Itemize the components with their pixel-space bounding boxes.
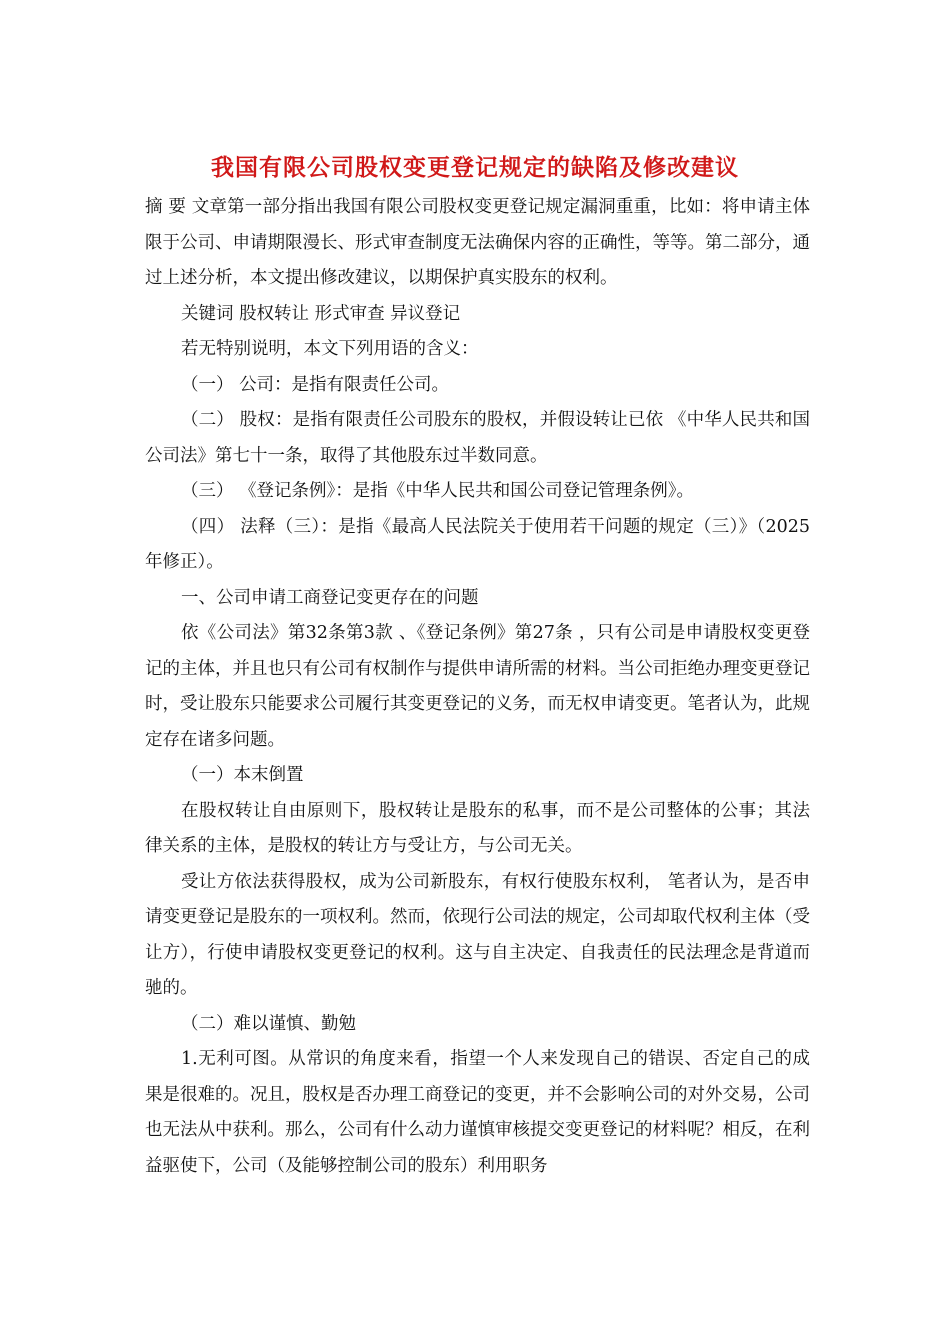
definition-item: （二） 股权：是指有限责任公司股东的股权，并假设转让已依 《中华人民共和国公司法》第七十一条，取得了其他股东过半数同意。 bbox=[145, 410, 810, 466]
definition-item: （三） 《登记条例》：是指《中华人民共和国公司登记管理条例》。 bbox=[181, 481, 695, 501]
definitions-intro: 若无特别说明，本文下列用语的含义： bbox=[181, 339, 479, 359]
definition-item: （一） 公司：是指有限责任公司。 bbox=[181, 374, 450, 395]
body-paragraph: 受让方依法获得股权，成为公司新股东，有权行使股东权利， 笔者认为，是否申请变更登记是股东的一项权利。然而，依现行公司法的规定，公司却取代权利主体（受让方），行使申请股权变更登记的权利。这与自主决定、自我责任的民法理念是背道而驰的。 bbox=[145, 871, 810, 998]
section-heading: 一、公司申请工商登记变更存在的问题 bbox=[181, 587, 479, 608]
document-title: 我国有限公司股权变更登记规定的缺陷及修改建议 bbox=[211, 154, 739, 181]
keywords-line: 关键词 股权转让 形式审查 异议登记 bbox=[181, 303, 461, 324]
abstract-paragraph: 摘 要 文章第一部分指出我国有限公司股权变更登记规定漏洞重重，比如：将申请主体限于公司、申请期限漫长、形式审查制度无法确保内容的正确性，等等。第二部分，通过上述分析，本文提出修改建议，以期保护真实股东的权利。 bbox=[145, 197, 810, 288]
subsection-heading: （一）本末倒置 bbox=[181, 765, 304, 785]
body-paragraph: 1.无利可图。从常识的角度来看，指望一个人来发现自己的错误、否定自己的成果是很难的。况且，股权是否办理工商登记的变更，并不会影响公司的对外交易，公司也无法从中获利。那么，公司有什么动力谨慎审核提交变更登记的材料呢？相反，在利益驱使下，公司（及能够控制公司的股东）利用职务 bbox=[145, 1049, 810, 1176]
definition-item: （四） 法释（三）：是指《最高人民法院关于使用若干问题的规定（三）》（2025年修正）。 bbox=[145, 516, 810, 572]
body-paragraph: 依《公司法》第32条第3款 、《登记条例》第27条 ，只有公司是申请股权变更登记的主体，并且也只有公司有权制作与提供申请所需的材料。当公司拒绝办理变更登记时，受让股东只能要求公司履行其变更登记的义务，而无权申请变更。笔者认为，此规定存在诸多问题。 bbox=[145, 623, 810, 750]
body-paragraph: 在股权转让自由原则下，股权转让是股东的私事，而不是公司整体的公事；其法律关系的主体，是股权的转让方与受让方，与公司无关。 bbox=[145, 800, 810, 856]
document-body bbox=[145, 190, 810, 1184]
subsection-heading: （二）难以谨慎、勤勉 bbox=[181, 1013, 356, 1034]
